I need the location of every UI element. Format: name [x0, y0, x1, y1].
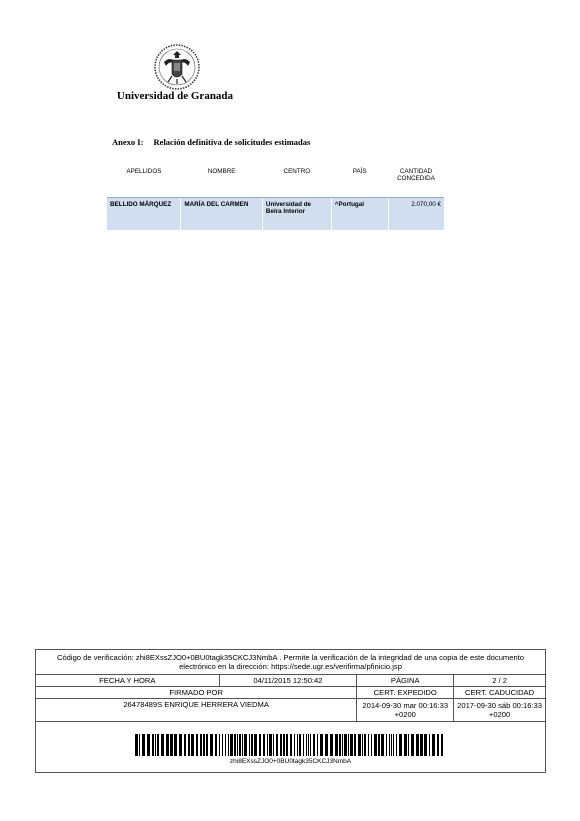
barcode-bar — [306, 734, 307, 756]
barcode-bar — [348, 734, 349, 756]
barcode-bar — [294, 734, 295, 756]
barcode-bar — [308, 734, 309, 756]
barcode-bar — [157, 734, 159, 756]
barcode-bar — [391, 734, 392, 756]
barcode-bar — [437, 734, 439, 756]
barcode-bar — [399, 734, 402, 756]
barcode-bar — [408, 734, 409, 756]
barcode-bar — [389, 734, 390, 756]
university-crest-icon — [150, 42, 204, 92]
signer-name: 26478489S ENRIQUE HERRERA VIEDMA — [36, 699, 357, 722]
barcode-bar — [249, 734, 250, 756]
barcode-bar — [225, 734, 226, 756]
barcode-bar — [280, 734, 282, 756]
barcode-bar — [416, 734, 419, 756]
cell-nombre: MARÍA DEL CARMEN — [181, 198, 263, 231]
barcode-bar — [441, 734, 443, 756]
cert-expedido-label: CERT. EXPEDIDO — [357, 687, 454, 699]
fecha-hora-value: 04/11/2015 12:50:42 — [219, 675, 357, 687]
barcode-bar — [374, 734, 377, 756]
barcode-bar — [234, 734, 236, 756]
barcode-bar — [161, 734, 164, 756]
table-header-row — [107, 163, 444, 198]
barcode-bar — [432, 734, 435, 756]
barcode-bar — [283, 734, 285, 756]
barcode-bar — [139, 734, 140, 756]
barcode-bar — [222, 734, 223, 756]
barcode-bar — [320, 734, 323, 756]
barcode-bar — [339, 734, 341, 756]
barcode-bar — [344, 734, 347, 756]
barcode-bar — [303, 734, 304, 756]
barcode-bar — [325, 734, 328, 756]
barcode-bar — [155, 734, 156, 756]
barcode-bar — [411, 734, 414, 756]
cert-caducidad-label: CERT. CADUCIDAD — [454, 687, 546, 699]
column-header-nombre: NOMBRE — [181, 163, 263, 198]
column-header-pais: PAÍS — [331, 163, 388, 198]
barcode-bar — [342, 734, 343, 756]
barcode-icon — [135, 734, 447, 756]
barcode-bar — [203, 734, 205, 756]
pagina-value: 2 / 2 — [454, 675, 546, 687]
barcode-cell — [36, 722, 546, 773]
barcode-bar — [196, 734, 198, 756]
barcode-bar — [152, 734, 154, 756]
cell-apellidos: BELLIDO MÁRQUEZ — [107, 198, 181, 231]
verification-text: Código de verificación: zhi8EXssZJO0+0BU0tagk35CKCJ3NmbA . Permite la verificación de la integridad de una copia de este documento electrónico en la dirección: https://sede.ugr.es/verifirma/pfinicio.jsp — [36, 650, 546, 675]
barcode-bar — [267, 734, 268, 756]
barcode-bar — [219, 734, 220, 756]
cert-caducidad-value: 2017-09-30 sáb 00:16:33 +0200 — [454, 699, 546, 722]
barcode-bar — [335, 734, 338, 756]
barcode-bar — [273, 734, 274, 756]
signature-block — [35, 649, 546, 773]
barcode-bar — [393, 734, 394, 756]
barcode-bar — [188, 734, 190, 756]
cert-expedido-value: 2014-09-30 mar 00:16:33 +0200 — [357, 699, 454, 722]
barcode-bar — [330, 734, 333, 756]
barcode-bar — [210, 734, 213, 756]
university-name: Universidad de Granada — [116, 90, 234, 102]
barcode-bar — [310, 734, 311, 756]
cell-pais: ^Portugal — [331, 198, 388, 231]
barcode-bar — [386, 734, 387, 756]
fecha-hora-label: FECHA Y HORA — [36, 675, 220, 687]
barcode-bar — [237, 734, 238, 756]
barcode-bar — [135, 734, 138, 756]
barcode-bar — [174, 734, 177, 756]
barcode-bar — [242, 734, 243, 756]
cell-cantidad: 2.070,00 € — [388, 198, 444, 231]
annex-title: Relación definitiva de solicitudes estimadas — [153, 137, 311, 147]
barcode-bar — [230, 734, 233, 756]
barcode-bar — [244, 734, 247, 756]
barcode-bar — [200, 734, 202, 756]
barcode-bar — [251, 734, 253, 756]
barcode-bar — [429, 734, 430, 756]
barcode-bar — [404, 734, 407, 756]
barcode-bar — [317, 734, 318, 756]
barcode-bar — [269, 734, 272, 756]
barcode-bar — [263, 734, 265, 756]
barcode-bar — [381, 734, 384, 756]
column-header-apellidos: APELLIDOS — [107, 163, 181, 198]
pagina-label: PÁGINA — [357, 675, 454, 687]
barcode-bar — [378, 734, 380, 756]
barcode-bar — [179, 734, 182, 756]
annex-heading — [112, 137, 310, 147]
barcode-bar — [290, 734, 292, 756]
barcode-bar — [396, 734, 397, 756]
barcode-bar — [313, 734, 315, 756]
grants-table — [107, 163, 444, 230]
barcode-bar — [297, 734, 298, 756]
barcode-bar — [228, 734, 229, 756]
barcode-bar — [368, 734, 369, 756]
barcode-bar — [424, 734, 427, 756]
column-header-cantidad: CANTIDAD CONCEDIDA — [388, 163, 444, 198]
barcode-bar — [206, 734, 208, 756]
barcode-bar — [170, 734, 173, 756]
cell-centro: Universidad de Beira Interior — [262, 198, 331, 231]
barcode-bar — [191, 734, 194, 756]
firmado-por-label: FIRMADO POR — [36, 687, 357, 699]
barcode-bar — [276, 734, 278, 756]
table-row — [107, 198, 444, 231]
barcode-bar — [358, 734, 361, 756]
barcode-bar — [166, 734, 169, 756]
barcode-bar — [299, 734, 301, 756]
barcode-bar — [420, 734, 423, 756]
annex-label: Anexo I: — [112, 137, 144, 147]
column-header-centro: CENTRO — [262, 163, 331, 198]
barcode-bar — [142, 734, 145, 756]
barcode-bar — [147, 734, 150, 756]
barcode-text: zhi8EXssZJO0+0BU0tagk35CKCJ3NmbA — [229, 758, 352, 765]
barcode-bar — [286, 734, 288, 756]
barcode-bar — [215, 734, 217, 756]
barcode-bar — [354, 734, 356, 756]
barcode-bar — [254, 734, 257, 756]
barcode-bar — [371, 734, 372, 756]
barcode-bar — [364, 734, 366, 756]
barcode-bar — [239, 734, 241, 756]
barcode-bar — [184, 734, 186, 756]
barcode-bar — [350, 734, 353, 756]
barcode-bar — [362, 734, 363, 756]
barcode-bar — [259, 734, 261, 756]
